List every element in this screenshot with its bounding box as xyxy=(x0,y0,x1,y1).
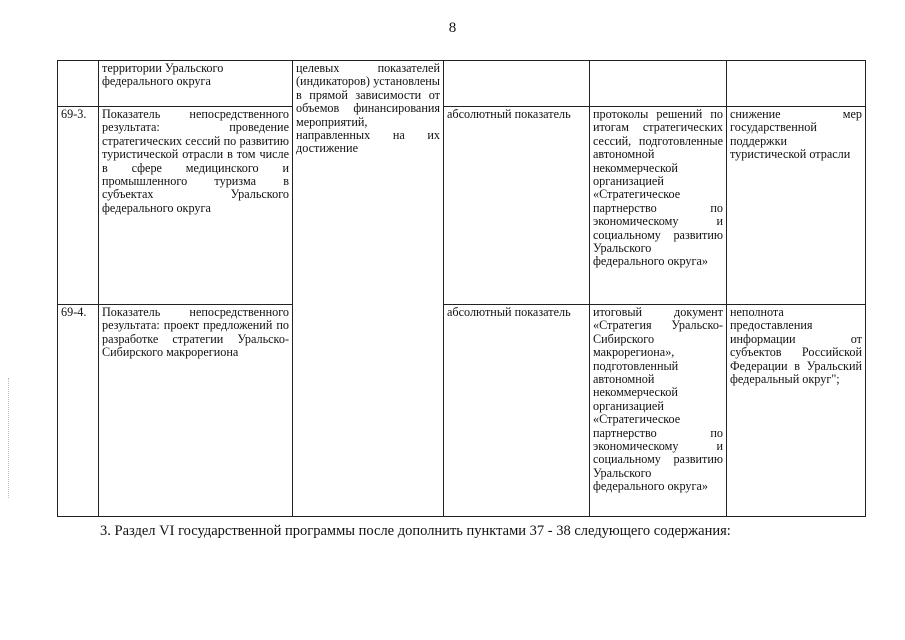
table-row xyxy=(58,305,866,517)
risk-factor: снижение мер государственной поддержки туристической отрасли xyxy=(730,107,862,162)
page-number: 8 xyxy=(448,20,457,36)
indicator-type: абсолютный показатель xyxy=(447,107,571,121)
calculation-method-cell xyxy=(293,61,444,517)
scan-margin-mark xyxy=(8,378,10,498)
table-row xyxy=(58,61,866,107)
risk-factor: неполнота предоставления информации от субъектов Российской Федерации в Уральский федеральный округ"; xyxy=(730,305,862,387)
source-cell xyxy=(590,107,727,305)
section-paragraph: 3. Раздел VI государственной программы после дополнить пунктами 37 - 38 следующего содержания: xyxy=(100,523,731,539)
indicator-type-cell xyxy=(444,107,590,305)
data-source: протоколы решений по итогам стратегических сессий, подготовленные автономной некоммерческой организацией «Стратегическое партнерство по экономическому и социальному развитию Уральского федерального округа» xyxy=(593,107,723,269)
source-cell xyxy=(590,305,727,517)
row-number-cell xyxy=(58,61,99,107)
indicator-name-cell xyxy=(99,61,293,107)
indicator-name: Показатель непосредственного результата: проект предложений по разработке стратегии Уральско-Сибирского макрорегиона xyxy=(102,305,289,360)
indicator-type-cell xyxy=(444,305,590,517)
indicator-name: территории Уральского федерального округа xyxy=(102,61,224,89)
data-source: итоговый документ «Стратегия Уральско-Сибирского макрорегиона», подготовленный автономной некоммерческой организацией «Стратегическое партнерство по экономическому и социальному развитию Уральского федерального округа» xyxy=(593,305,723,494)
source-cell xyxy=(590,61,727,107)
row-number-cell xyxy=(58,305,99,517)
indicator-name-cell xyxy=(99,107,293,305)
indicator-type-cell xyxy=(444,61,590,107)
indicator-type: абсолютный показатель xyxy=(447,305,571,319)
calculation-method: целевых показателей (индикаторов) установлены в прямой зависимости от объемов финансирования мероприятий, направленных на их достижение xyxy=(296,61,440,156)
row-number: 69-4. xyxy=(61,305,87,319)
risk-cell xyxy=(727,107,866,305)
row-number-cell xyxy=(58,107,99,305)
row-number: 69-3. xyxy=(61,107,87,121)
risk-cell xyxy=(727,305,866,517)
indicator-name-cell xyxy=(99,305,293,517)
risk-cell xyxy=(727,61,866,107)
indicator-name: Показатель непосредственного результата: проведение стратегических сессий по развитию туристической отрасли в том числе в сфере медицинского и промышленного туризма в субъектах Уральского федерального округа xyxy=(102,107,289,215)
table-row xyxy=(58,107,866,305)
indicator-table xyxy=(57,60,866,517)
